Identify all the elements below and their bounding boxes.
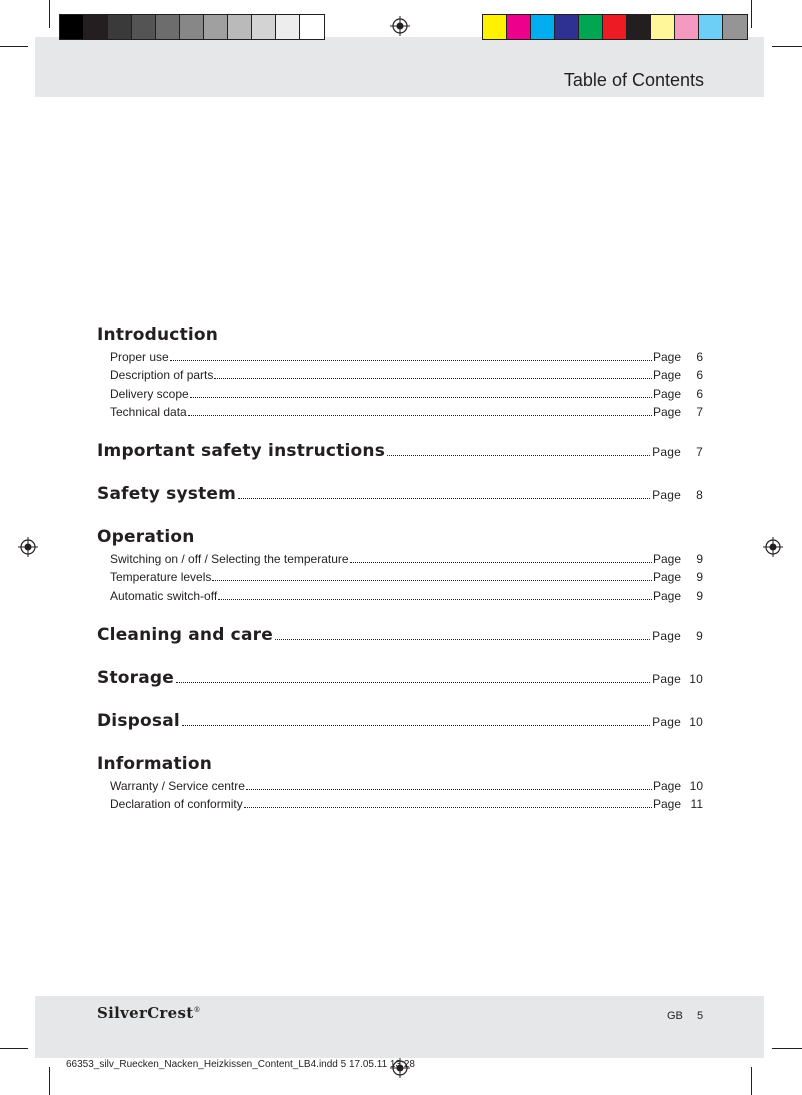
toc-section-title: Important safety instructions bbox=[97, 441, 386, 462]
toc-section-title: Storage bbox=[97, 668, 175, 689]
process-swatch bbox=[651, 15, 675, 39]
toc-page-number: 7 bbox=[696, 404, 703, 419]
toc-page-word: Page bbox=[652, 588, 681, 603]
toc-entry bbox=[110, 550, 703, 568]
toc-leader-dots bbox=[350, 562, 652, 563]
toc-page-word: Page bbox=[652, 570, 681, 585]
toc-leader-dots bbox=[244, 807, 652, 808]
toc-page-ref bbox=[653, 366, 703, 384]
toc-section-heading bbox=[97, 708, 703, 734]
toc-page-number: 6 bbox=[696, 368, 703, 383]
toc-section bbox=[97, 665, 703, 691]
toc-page-ref bbox=[653, 568, 703, 586]
toc-page-ref bbox=[653, 550, 703, 568]
toc-section-heading bbox=[97, 665, 703, 691]
toc-section-title: Operation bbox=[97, 527, 195, 548]
toc-section-heading bbox=[97, 751, 703, 777]
toc-leader-dots bbox=[218, 599, 652, 600]
toc-leader-dots bbox=[214, 378, 652, 379]
grayscale-swatch bbox=[108, 15, 132, 39]
toc-entry-label: Warranty / Service centre bbox=[110, 779, 245, 794]
toc-section bbox=[97, 622, 703, 648]
toc-entry-label: Delivery scope bbox=[110, 386, 189, 401]
language-code: GB bbox=[667, 1010, 683, 1022]
toc-page-ref bbox=[652, 439, 703, 465]
toc-leader-dots bbox=[238, 498, 650, 499]
toc-section bbox=[97, 438, 703, 464]
toc-page-number: 10 bbox=[689, 779, 703, 794]
process-swatch bbox=[627, 15, 651, 39]
toc-page-number: 6 bbox=[696, 386, 703, 401]
page-title: Table of Contents bbox=[563, 70, 704, 90]
toc-section-title: Disposal bbox=[97, 711, 180, 732]
toc-section-title: Cleaning and care bbox=[97, 625, 273, 646]
toc-page-number: 6 bbox=[696, 350, 703, 364]
process-swatch bbox=[675, 15, 699, 39]
process-swatch bbox=[603, 15, 627, 39]
toc-page-word: Page bbox=[652, 629, 681, 644]
crop-mark bbox=[772, 46, 802, 47]
toc-entry-label: Temperature levels bbox=[110, 570, 212, 585]
grayscale-swatch bbox=[180, 15, 204, 39]
toc-page-ref bbox=[653, 403, 703, 421]
toc-section-heading bbox=[97, 438, 703, 464]
brand-name: SilverCrest bbox=[97, 1004, 194, 1022]
toc-page-word: Page bbox=[652, 488, 681, 503]
print-slug: 66353_silv_Ruecken_Nacken_Heizkissen_Content_LB4.indd 5 17.05.11 13:28 bbox=[66, 1059, 415, 1070]
toc-page-ref bbox=[652, 709, 703, 735]
toc-page-ref bbox=[653, 777, 703, 795]
grayscale-swatch bbox=[252, 15, 276, 39]
toc-page-number: 9 bbox=[696, 588, 703, 603]
toc-entry bbox=[110, 777, 703, 795]
toc-entry-label: Switching on / off / Selecting the temperature bbox=[110, 552, 349, 567]
toc-entry bbox=[110, 568, 703, 586]
toc-page-number: 10 bbox=[689, 715, 703, 730]
toc-page-ref bbox=[653, 348, 703, 366]
table-of-contents bbox=[97, 322, 703, 831]
toc-leader-dots bbox=[170, 360, 652, 361]
toc-page-ref bbox=[652, 666, 703, 692]
toc-page-word: Page bbox=[652, 672, 681, 687]
toc-leader-dots bbox=[246, 789, 652, 790]
grayscale-swatch bbox=[132, 15, 156, 39]
grayscale-swatch bbox=[276, 15, 300, 39]
crop-mark bbox=[0, 46, 28, 47]
registration-mark-icon bbox=[18, 537, 38, 557]
crop-mark bbox=[751, 0, 752, 28]
toc-page-number: 9 bbox=[696, 629, 703, 644]
process-swatch bbox=[555, 15, 579, 39]
toc-section bbox=[97, 481, 703, 507]
grayscale-swatch bbox=[204, 15, 228, 39]
toc-page-number: 8 bbox=[696, 488, 703, 503]
process-swatch bbox=[579, 15, 603, 39]
toc-leader-dots bbox=[190, 397, 652, 398]
grayscale-swatch bbox=[228, 15, 252, 39]
toc-page-word: Page bbox=[652, 779, 681, 794]
toc-leader-dots bbox=[176, 682, 650, 683]
toc-entry bbox=[110, 587, 703, 605]
process-swatch bbox=[699, 15, 723, 39]
toc-section-title: Safety system bbox=[97, 484, 237, 505]
toc-section-title: Information bbox=[97, 754, 213, 775]
toc-page-word: Page bbox=[652, 715, 681, 730]
registration-mark-icon bbox=[763, 537, 783, 557]
grayscale-swatch bbox=[156, 15, 180, 39]
toc-page-number: 9 bbox=[696, 570, 703, 585]
process-color-bar bbox=[482, 14, 748, 40]
toc-page-word: Page bbox=[652, 404, 681, 419]
toc-section bbox=[97, 524, 703, 605]
toc-page-word: Page bbox=[652, 386, 681, 401]
toc-entry-label: Technical data bbox=[110, 404, 187, 419]
toc-page-ref bbox=[653, 385, 703, 403]
crop-mark bbox=[49, 0, 50, 28]
toc-entry-label: Description of parts bbox=[110, 368, 214, 383]
toc-page-number: 10 bbox=[689, 672, 703, 687]
crop-mark bbox=[0, 1048, 28, 1049]
toc-section-heading bbox=[97, 322, 703, 348]
process-swatch bbox=[723, 15, 747, 39]
toc-entry bbox=[110, 403, 703, 421]
toc-section bbox=[97, 322, 703, 421]
toc-page-word: Page bbox=[652, 797, 681, 812]
toc-section-heading bbox=[97, 481, 703, 507]
toc-section-heading bbox=[97, 622, 703, 648]
toc-entry-label: Declaration of conformity bbox=[110, 797, 243, 812]
toc-entry bbox=[110, 385, 703, 403]
toc-entry-label: Automatic switch-off bbox=[110, 588, 218, 603]
toc-leader-dots bbox=[275, 639, 650, 640]
toc-page-word: Page bbox=[652, 445, 681, 460]
toc-page-ref bbox=[652, 623, 703, 649]
toc-page-word: Page bbox=[652, 368, 681, 383]
toc-page-number: 11 bbox=[690, 797, 703, 812]
grayscale-swatch bbox=[300, 15, 324, 39]
toc-section bbox=[97, 708, 703, 734]
toc-leader-dots bbox=[182, 725, 650, 726]
toc-page-number: 7 bbox=[696, 445, 703, 460]
process-swatch bbox=[531, 15, 555, 39]
toc-entry-label: Proper use bbox=[110, 350, 169, 364]
toc-leader-dots bbox=[387, 455, 650, 456]
grayscale-swatch bbox=[84, 15, 108, 39]
page-number: 5 bbox=[697, 1010, 704, 1022]
toc-page-word: Page bbox=[652, 350, 681, 364]
toc-entry bbox=[110, 795, 703, 813]
toc-page-ref bbox=[652, 482, 703, 508]
toc-page-word: Page bbox=[652, 552, 681, 567]
grayscale-swatch bbox=[60, 15, 84, 39]
toc-leader-dots bbox=[188, 415, 652, 416]
toc-section-heading bbox=[97, 524, 703, 550]
registration-mark-icon bbox=[390, 16, 410, 36]
toc-entry bbox=[110, 366, 703, 384]
toc-leader-dots bbox=[212, 580, 652, 581]
crop-mark bbox=[772, 1048, 802, 1049]
toc-section-title: Introduction bbox=[97, 325, 219, 345]
process-swatch bbox=[507, 15, 531, 39]
process-swatch bbox=[483, 15, 507, 39]
crop-mark bbox=[49, 1067, 50, 1095]
crop-mark bbox=[751, 1067, 752, 1095]
brand-logo bbox=[97, 1004, 201, 1022]
brand-registered-mark: ® bbox=[193, 1006, 201, 1014]
toc-page-ref bbox=[653, 795, 703, 813]
toc-page-number: 9 bbox=[696, 552, 703, 567]
toc-section bbox=[97, 751, 703, 814]
grayscale-color-bar bbox=[59, 14, 325, 40]
toc-entry bbox=[110, 348, 703, 366]
toc-page-ref bbox=[653, 587, 703, 605]
